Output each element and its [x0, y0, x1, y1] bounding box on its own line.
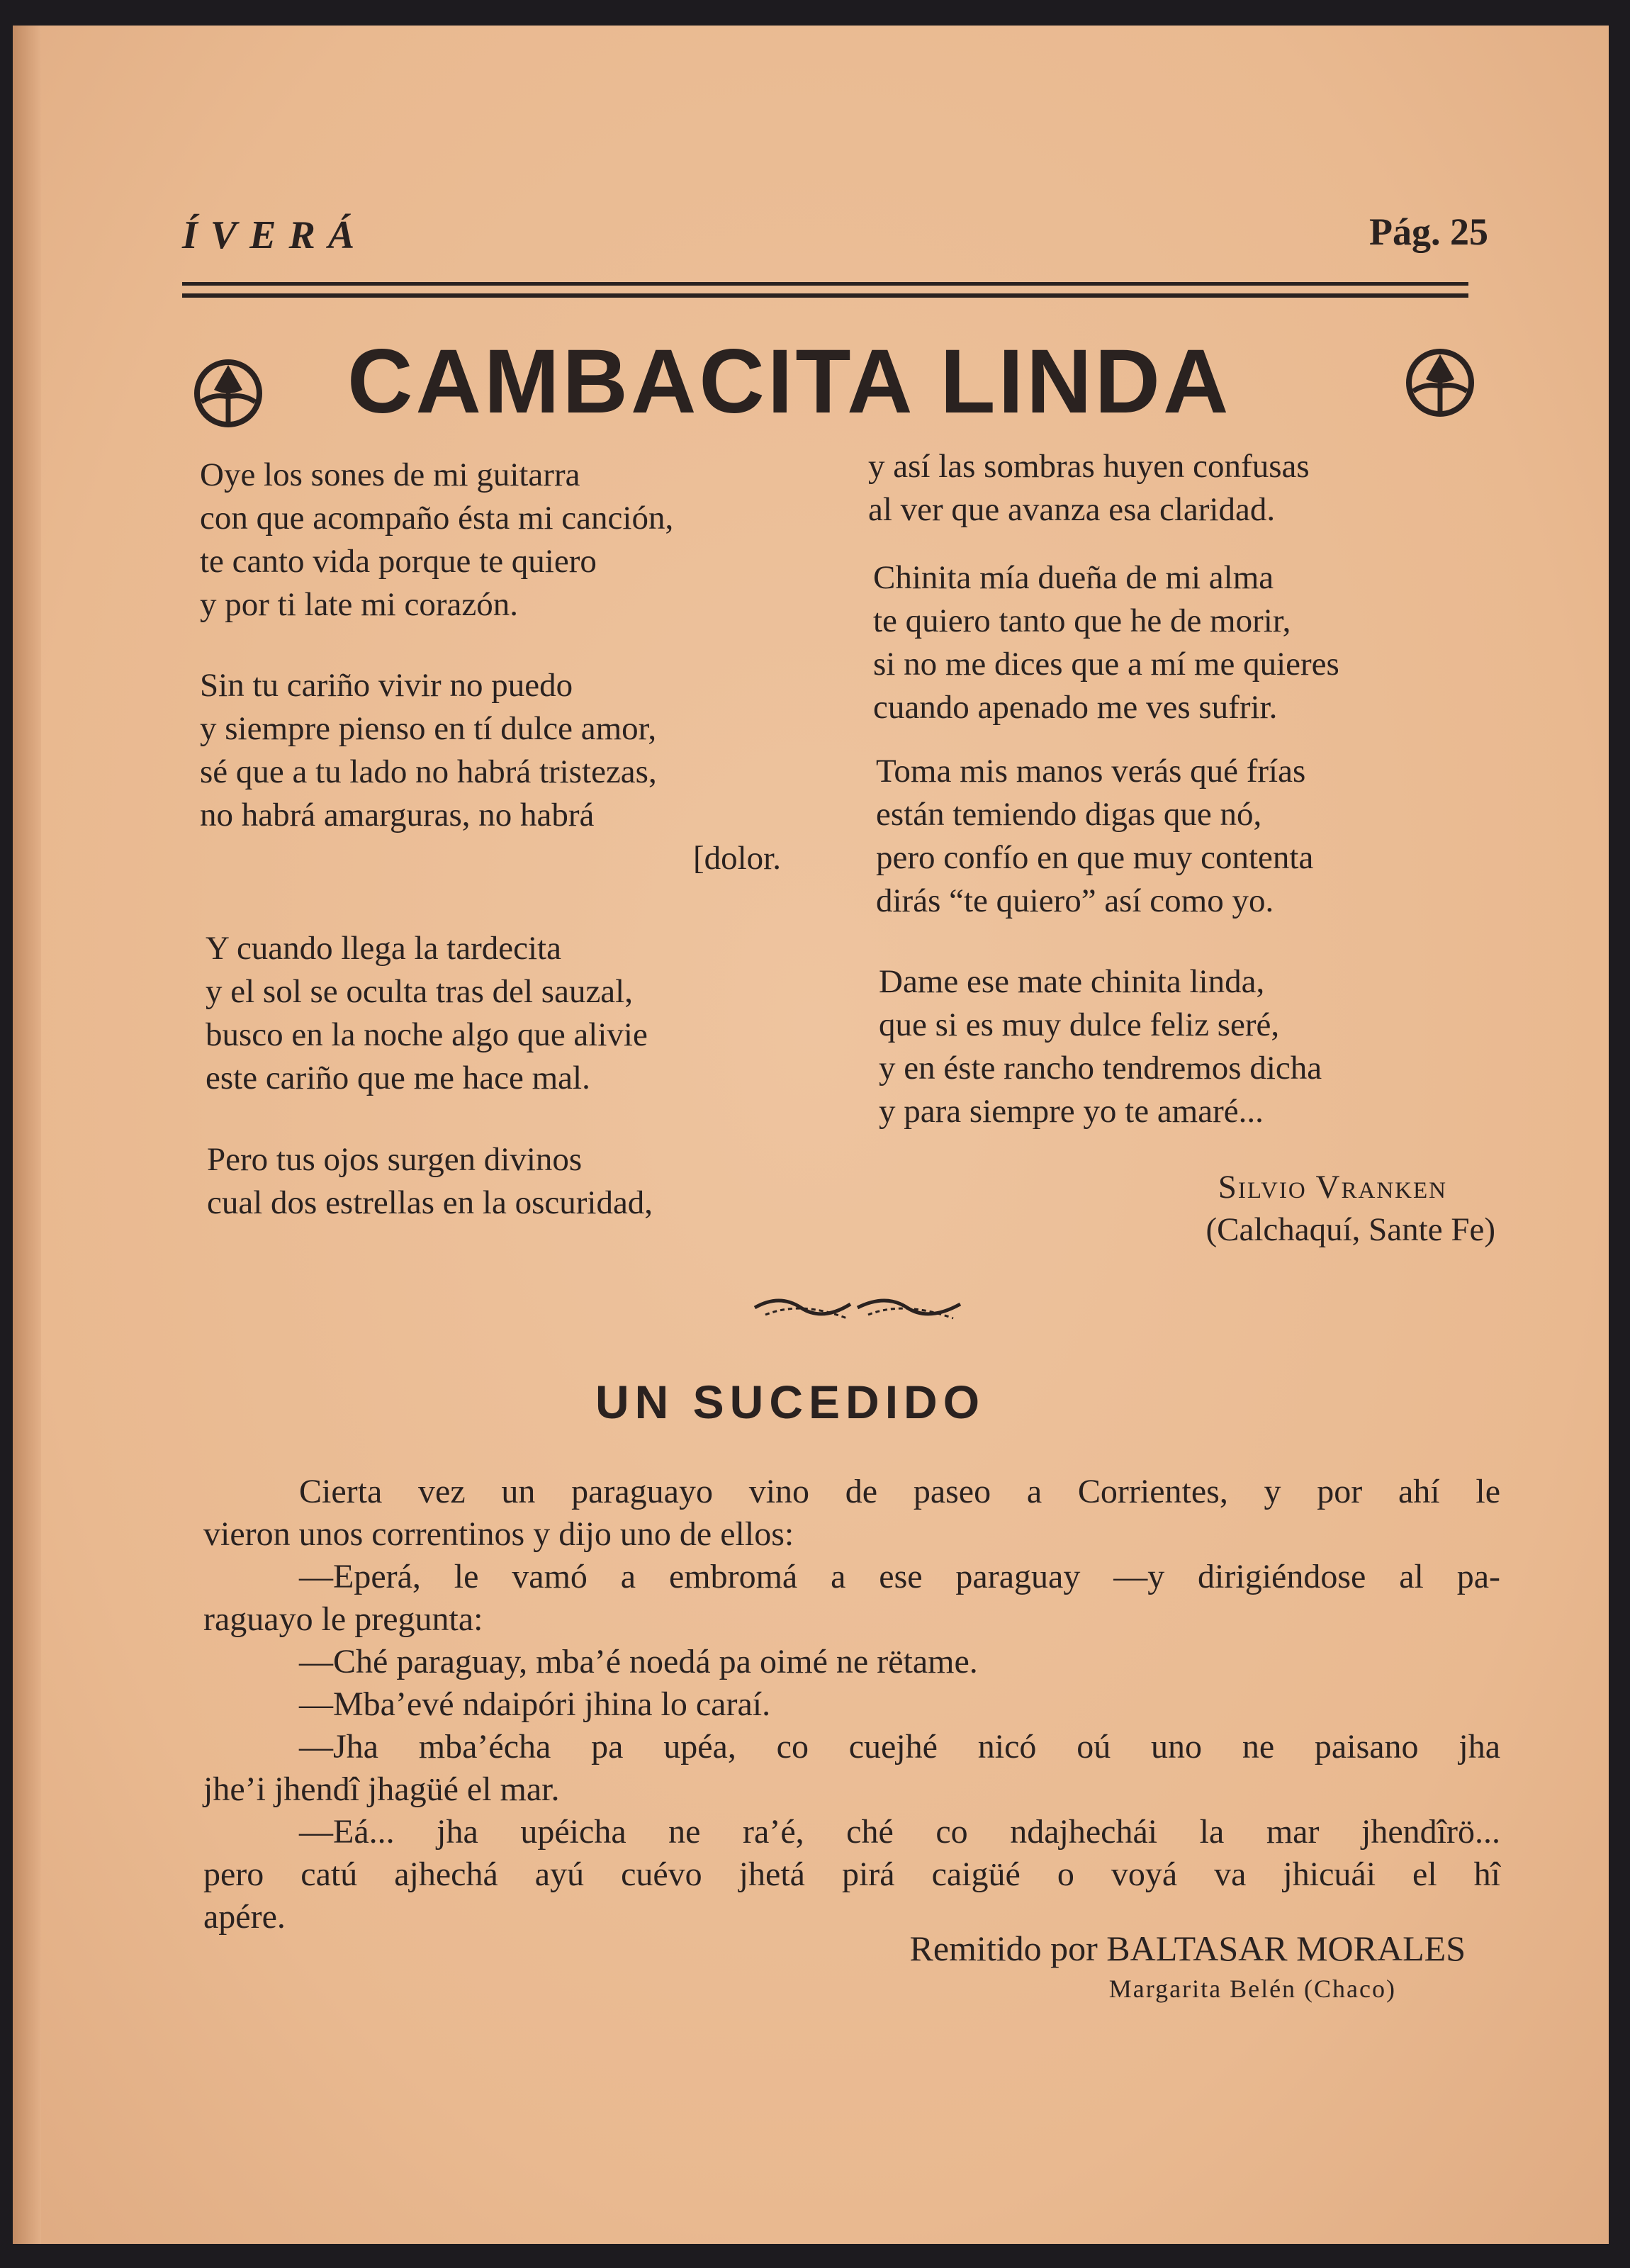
verse-line: pero confío en que muy contenta [876, 839, 1314, 876]
story-line: Cierta vez un paraguayo vino de paseo a Corrientes, y por ahí le [299, 1473, 1500, 1510]
story-credit: Remitido por BALTASAR MORALES [909, 1929, 1466, 1968]
verse-line: y por ti late mi corazón. [200, 586, 518, 623]
page-number: Pág. 25 [1369, 210, 1488, 253]
verse-line: te canto vida porque te quiero [200, 543, 597, 580]
verse-line: cual dos estrellas en la oscuridad, [207, 1184, 653, 1221]
running-title: ÍVERÁ [182, 213, 368, 257]
verse-line-continuation: [dolor. [692, 840, 781, 877]
poem-stanza [873, 556, 1339, 729]
verse-line: busco en la noche algo que alivie [206, 1016, 648, 1053]
story-line: jhe’i jhendî jhagüé el mar. [203, 1770, 560, 1808]
story-body [203, 1471, 1500, 1938]
verse-line: si no me dices que a mí me quieres [873, 646, 1339, 683]
story-title: UN SUCEDIDO [595, 1376, 986, 1428]
story-line: —Ché paraguay, mba’é noedá pa oimé ne rëtame. [299, 1643, 978, 1680]
poem-title: CAMBACITA LINDA [347, 331, 1232, 432]
verse-line: y el sol se oculta tras del sauzal, [206, 973, 633, 1010]
poem-author: Silvio Vranken [1218, 1169, 1447, 1206]
story-line: —Jha mba’écha pa upéa, co cuejhé nicó oú uno ne paisano jha [299, 1728, 1500, 1765]
poem-location: (Calchaquí, Sante Fe) [1205, 1211, 1495, 1248]
verse-line: cuando apenado me ves sufrir. [873, 689, 1278, 726]
verse-line: al ver que avanza esa claridad. [868, 491, 1276, 528]
verse-line: sé que a tu lado no habrá tristezas, [200, 753, 657, 790]
poem-stanza [207, 1138, 653, 1225]
story-line: pero catú ajhechá ayú cuévo jhetá pirá caigüé o voyá va jhicuái el hî [203, 1856, 1500, 1893]
verse-line: están temiendo digas que nó, [876, 796, 1262, 833]
story-line: —Eperá, le vamó a embromá a ese paraguay —y dirigiéndose al pa- [299, 1558, 1500, 1595]
verse-line: no habrá amarguras, no habrá [200, 797, 595, 833]
story-line: vieron unos correntinos y dijo uno de ellos: [203, 1515, 794, 1553]
verse-line: y siempre pienso en tí dulce amor, [200, 710, 657, 747]
emblem-icon-left [193, 358, 264, 429]
verse-line: Y cuando llega la tardecita [206, 930, 561, 967]
poem-stanza [200, 664, 781, 880]
verse-line: y así las sombras huyen confusas [868, 448, 1310, 485]
poem-stanza [868, 445, 1310, 532]
emblem-icon-right [1405, 347, 1476, 418]
poem-stanza [206, 927, 648, 1100]
verse-line: Pero tus ojos surgen divinos [207, 1141, 583, 1178]
verse-line: Oye los sones de mi guitarra [200, 456, 580, 493]
verse-line: dirás “te quiero” así como yo. [876, 882, 1274, 919]
verse-line: te quiero tanto que he de morir, [873, 602, 1291, 639]
poem-stanza [876, 750, 1313, 923]
story-line: raguayo le pregunta: [203, 1600, 483, 1638]
poem-stanza [879, 960, 1322, 1133]
header-rule-top [182, 282, 1468, 286]
verse-line: que si es muy dulce feliz seré, [879, 1006, 1280, 1043]
verse-line: y para siempre yo te amaré... [879, 1093, 1264, 1130]
verse-line: este cariño que me hace mal. [206, 1060, 590, 1096]
poem-stanza [200, 454, 673, 627]
ornament-divider-icon [751, 1290, 964, 1329]
header-rule-bottom [182, 293, 1468, 298]
story-credit-location: Margarita Belén (Chaco) [1108, 1975, 1396, 2003]
verse-line: Sin tu cariño vivir no puedo [200, 667, 573, 704]
verse-line: Chinita mía dueña de mi alma [873, 559, 1274, 596]
story-line: —Mba’evé ndaipóri jhina lo caraí. [299, 1685, 771, 1723]
verse-line: y en éste rancho tendremos dicha [879, 1050, 1322, 1087]
verse-line: Dame ese mate chinita linda, [879, 963, 1265, 1000]
story-line: apére. [203, 1898, 286, 1936]
verse-line: con que acompaño ésta mi canción, [200, 500, 674, 537]
verse-line: Toma mis manos verás qué frías [876, 753, 1306, 790]
story-line: —Eá... jha upéicha ne ra’é, ché co ndajhechái la mar jhendîrö... [299, 1813, 1500, 1851]
page-binding-edge [13, 26, 41, 2244]
